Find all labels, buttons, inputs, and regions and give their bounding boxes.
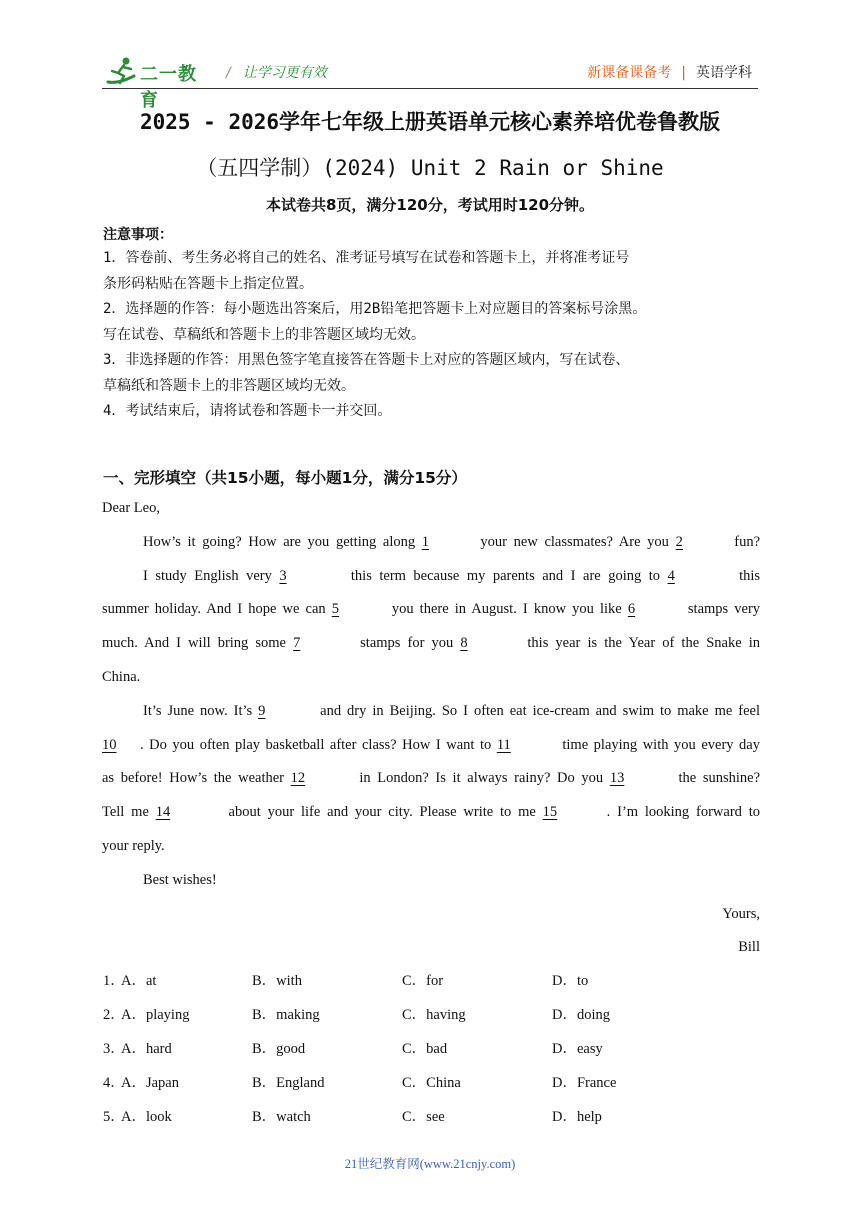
- option-a: A．Japan: [121, 1074, 179, 1091]
- letter-line: [102, 766, 760, 800]
- blank-6: 6: [627, 601, 636, 618]
- letter-text: . I’m looking forward to: [606, 804, 761, 821]
- blank-7: 7: [293, 635, 301, 652]
- letter-closing: Best wishes!: [143, 871, 217, 888]
- letter-greeting: Dear Leo,: [102, 500, 160, 516]
- letter-line: your reply.: [102, 837, 165, 854]
- note-line: 草稿纸和答题卡上的非答题区域均无效。: [103, 377, 355, 394]
- letter-text: summer holiday. And I hope we can: [102, 601, 326, 618]
- letter-signoff: Yours,: [722, 905, 760, 922]
- letter-text: this year is the Year of the Snake in: [527, 635, 760, 652]
- letter-text: in London? Is it always rainy? Do you: [359, 770, 604, 787]
- option-c: C．China: [402, 1074, 461, 1091]
- letter-text: your new classmates? Are you: [480, 533, 669, 550]
- note-line: 3．非选择题的作答：用黑色签字笔直接答在答题卡上对应的答题区域内，写在试卷、: [103, 352, 630, 368]
- option-row: [103, 1070, 763, 1104]
- note-line: 条形码粘贴在答题卡上指定位置。: [103, 275, 313, 292]
- letter-signature: Bill: [738, 939, 760, 956]
- section-title: 一、完形填空（共15小题，每小题1分，满分15分）: [103, 469, 467, 487]
- option-a: A．playing: [121, 1006, 190, 1023]
- note-line: 4．考试结束后，请将试卷和答题卡一并交回。: [103, 403, 392, 419]
- option-b: B．making: [252, 1006, 320, 1023]
- logo-text: 二一教育: [140, 64, 197, 111]
- letter-text: stamps for you: [360, 635, 454, 652]
- exam-summary: 本试卷共8页，满分120分，考试用时120分钟。: [265, 196, 595, 214]
- blank-1: 1: [421, 533, 430, 550]
- page-header: [0, 0, 860, 111]
- question-number: 3．: [103, 1040, 125, 1057]
- blank-11: 11: [496, 736, 511, 753]
- letter-text: as before! How’s the weather: [102, 770, 284, 787]
- blank-8: 8: [460, 635, 468, 652]
- letter-line: [102, 631, 760, 665]
- letter-text: time playing with you every day: [562, 736, 760, 753]
- option-b: B．watch: [252, 1108, 311, 1125]
- letter-line: [102, 530, 760, 564]
- option-d: D．easy: [552, 1040, 603, 1057]
- option-d: D．France: [552, 1074, 617, 1091]
- letter-text: much. And I will bring some: [102, 635, 286, 652]
- letter-text: Tell me: [102, 804, 149, 821]
- blank-3: 3: [279, 567, 287, 584]
- blank-4: 4: [667, 567, 675, 584]
- blank-13: 13: [609, 770, 625, 787]
- note-line: 1．答卷前、考生务必将自己的姓名、准考证号填写在试卷和答题卡上，并将准考证号: [103, 250, 630, 266]
- option-row: [103, 968, 763, 1002]
- page-footer: 21世纪教育网(www.21cnjy.com): [344, 1157, 516, 1171]
- cloze-letter: [102, 496, 760, 969]
- letter-text: the sunshine?: [678, 770, 761, 787]
- letter-line: [102, 699, 760, 733]
- logo: [104, 56, 214, 111]
- option-c: C．bad: [402, 1040, 448, 1057]
- question-number: 1．: [103, 973, 125, 989]
- option-c: C．see: [402, 1108, 445, 1125]
- page-title: 2025 - 2026学年七年级上册英语单元核心素养培优卷鲁教版: [139, 110, 721, 134]
- letter-text: I study English very: [143, 567, 272, 584]
- notes-title: 注意事项：: [103, 227, 173, 243]
- option-d: D．help: [552, 1108, 602, 1125]
- blank-14: 14: [155, 804, 171, 821]
- letter-line: [102, 800, 760, 834]
- slogan: [226, 62, 327, 82]
- note-line: 写在试卷、草稿纸和答题卡上的非答题区域均无效。: [103, 326, 425, 343]
- note-line: 2．选择题的作答：每小题选出答案后，用2B铅笔把答题卡上对应题目的答案标号涂黑。: [103, 301, 647, 317]
- option-b: B．England: [252, 1074, 325, 1091]
- letter-text: and dry in Beijing. So I often eat ice-cream and swim to make me feel: [320, 702, 760, 719]
- option-d: D．doing: [552, 1006, 610, 1023]
- header-subject: 英语学科: [696, 65, 752, 81]
- letter-text: you there in August. I know you like: [391, 601, 622, 618]
- option-row: [103, 1002, 763, 1036]
- letter-text: stamps very: [687, 601, 761, 618]
- letter-text: fun?: [734, 533, 760, 550]
- question-number: 5．: [103, 1108, 125, 1125]
- blank-15: 15: [542, 804, 558, 821]
- blank-9: 9: [258, 702, 266, 719]
- option-row: [103, 1104, 763, 1138]
- letter-text: It’s June now. It’s: [143, 702, 253, 719]
- blank-10: 10: [102, 736, 117, 753]
- option-c: C．for: [402, 973, 444, 989]
- header-divider: [102, 88, 758, 89]
- runner-logo-icon: [104, 56, 140, 88]
- slash-icon: /: [226, 65, 231, 81]
- letter-text: this: [739, 567, 761, 584]
- blank-5: 5: [331, 601, 339, 618]
- blank-2: 2: [675, 533, 683, 550]
- option-b: B．good: [252, 1040, 306, 1057]
- letter-text: How’s it going? How are you getting along: [143, 533, 416, 550]
- letter-text: . Do you often play basketball after class? How I want to: [140, 736, 492, 753]
- page-subtitle: （五四学制）(2024) Unit 2 Rain or Shine: [196, 156, 664, 180]
- question-number: 2．: [103, 1006, 125, 1023]
- letter-text: this term because my parents and I are going to: [350, 567, 661, 584]
- letter-line: China.: [102, 668, 141, 685]
- letter-line: [102, 733, 760, 767]
- notes-block: [103, 224, 763, 425]
- option-a: A．look: [121, 1108, 172, 1125]
- letter-text: about your life and your city. Please write to me: [228, 804, 536, 821]
- letter-line: [102, 564, 760, 598]
- blank-12: 12: [290, 770, 306, 787]
- option-c: C．having: [402, 1006, 466, 1023]
- header-right: [587, 62, 752, 82]
- slogan-text: 让学习更有效: [242, 65, 327, 81]
- question-number: 4．: [103, 1074, 125, 1091]
- header-brand: 新课备课备考: [587, 65, 672, 81]
- option-a: A．hard: [121, 1040, 172, 1057]
- header-separator: |: [681, 65, 686, 81]
- option-a: A．at: [121, 973, 157, 989]
- option-b: B．with: [252, 973, 302, 989]
- answer-options: [103, 968, 763, 1137]
- option-d: D．to: [552, 973, 589, 989]
- option-row: [103, 1036, 763, 1070]
- letter-line: [102, 597, 760, 631]
